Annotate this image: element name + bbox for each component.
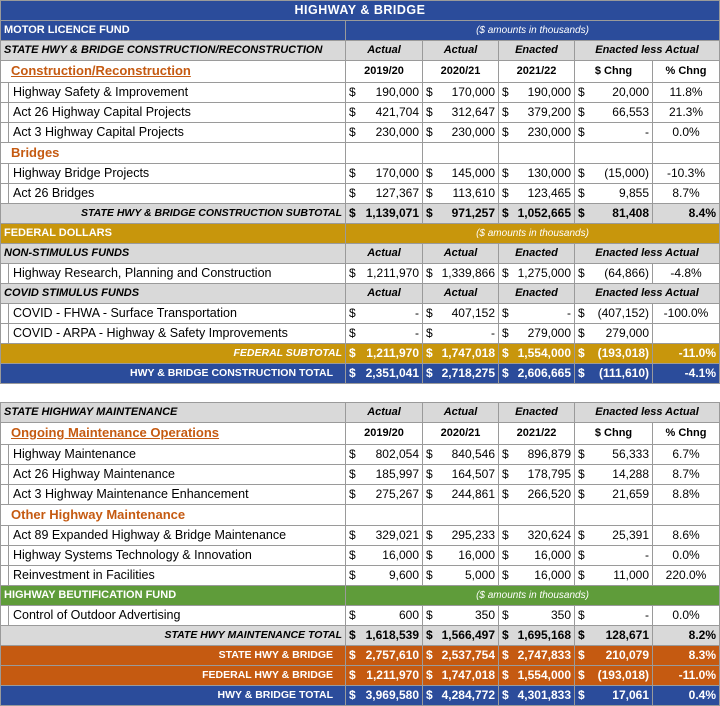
dollar-change: $ 9,855 — [575, 184, 653, 204]
dollar-change-header: $ Chng — [575, 423, 653, 445]
value-2019: $ 2,351,041 — [346, 364, 423, 384]
dollar-change: $ 66,553 — [575, 103, 653, 123]
table-row — [1, 526, 720, 546]
row-label: Highway Safety & Improvement — [9, 83, 346, 103]
year-2019: 2019/20 — [346, 61, 423, 83]
value-2021: $ 266,520 — [499, 485, 575, 505]
value-2019: $ 230,000 — [346, 123, 423, 143]
row-label: Highway Systems Technology & Innovation — [9, 546, 346, 566]
row-label: Act 3 Highway Maintenance Enhancement — [9, 485, 346, 505]
value-2019: $ 190,000 — [346, 83, 423, 103]
beautification-band: HIGHWAY BEUTIFICATION FUND — [1, 586, 346, 606]
percent-change: 0.4% — [653, 686, 720, 706]
value-2020: $ 164,507 — [423, 465, 499, 485]
value-2019: $ 2,757,610 — [346, 646, 423, 666]
value-2021: $ 320,624 — [499, 526, 575, 546]
percent-change: 0.0% — [653, 606, 720, 626]
value-2019: $ 1,211,970 — [346, 666, 423, 686]
row-label: Act 26 Bridges — [9, 184, 346, 204]
percent-change: 8.7% — [653, 184, 720, 204]
row-label: Act 3 Highway Capital Projects — [9, 123, 346, 143]
dollar-change: $ - — [575, 546, 653, 566]
sheet-title: HIGHWAY & BRIDGE — [1, 1, 720, 21]
dollar-change: $ 279,000 — [575, 324, 653, 344]
col-enacted: Enacted — [499, 41, 575, 61]
col-actual: Actual — [423, 403, 499, 423]
value-2019: $ 600 — [346, 606, 423, 626]
table-row — [1, 123, 720, 143]
percent-change: -4.1% — [653, 364, 720, 384]
row-label: Act 26 Highway Maintenance — [9, 465, 346, 485]
value-2020: $ 2,537,754 — [423, 646, 499, 666]
value-2020: $ 2,718,275 — [423, 364, 499, 384]
dollar-change: $ - — [575, 606, 653, 626]
value-2021: $ 230,000 — [499, 123, 575, 143]
percent-change: -4.8% — [653, 264, 720, 284]
value-2020: $ 5,000 — [423, 566, 499, 586]
value-2020: $ 1,339,866 — [423, 264, 499, 284]
group-other-maintenance: Other Highway Maintenance — [11, 507, 186, 522]
col-enacted: Enacted — [499, 403, 575, 423]
total-label: HWY & BRIDGE TOTAL — [1, 686, 346, 706]
value-2021: $ 178,795 — [499, 465, 575, 485]
value-2021: $ 279,000 — [499, 324, 575, 344]
value-2021: $ - — [499, 304, 575, 324]
value-2020: $ 295,233 — [423, 526, 499, 546]
value-2020: $ 4,284,772 — [423, 686, 499, 706]
percent-change: 8.6% — [653, 526, 720, 546]
amount-note: ($ amounts in thousands) — [346, 21, 720, 41]
value-2020: $ 1,747,018 — [423, 344, 499, 364]
col-actual: Actual — [346, 41, 423, 61]
dollar-change: $ 81,408 — [575, 204, 653, 224]
col-actual: Actual — [423, 41, 499, 61]
value-2020: $ 971,257 — [423, 204, 499, 224]
value-2021: $ 1,275,000 — [499, 264, 575, 284]
value-2019: $ 421,704 — [346, 103, 423, 123]
dollar-change-header: $ Chng — [575, 61, 653, 83]
total-row — [1, 686, 720, 706]
value-2019: $ 170,000 — [346, 164, 423, 184]
percent-change: 220.0% — [653, 566, 720, 586]
total-label: STATE HWY MAINTENANCE TOTAL — [1, 626, 346, 646]
value-2020: $ 1,747,018 — [423, 666, 499, 686]
dollar-change: $ 21,659 — [575, 485, 653, 505]
percent-change-header: % Chng — [653, 423, 720, 445]
dollar-change: $ 210,079 — [575, 646, 653, 666]
group-ongoing-maintenance: Ongoing Maintenance Operations — [11, 425, 220, 440]
percent-change: 0.0% — [653, 123, 720, 143]
row-label: Highway Maintenance — [9, 445, 346, 465]
group-construction: Construction/Reconstruction — [11, 63, 191, 78]
value-2021: $ 896,879 — [499, 445, 575, 465]
value-2021: $ 190,000 — [499, 83, 575, 103]
amount-note: ($ amounts in thousands) — [346, 224, 720, 244]
col-actual: Actual — [423, 284, 499, 304]
total-label: FEDERAL SUBTOTAL — [1, 344, 346, 364]
value-2021: $ 2,606,665 — [499, 364, 575, 384]
row-label: Reinvestment in Facilities — [9, 566, 346, 586]
percent-change: 8.7% — [653, 465, 720, 485]
total-row — [1, 204, 720, 224]
col-enacted-less-actual: Enacted less Actual — [575, 284, 720, 304]
value-2021: $ 350 — [499, 606, 575, 626]
col-actual: Actual — [346, 244, 423, 264]
dollar-change: $ 11,000 — [575, 566, 653, 586]
table-row — [1, 103, 720, 123]
percent-change-header: % Chng — [653, 61, 720, 83]
row-label: Control of Outdoor Advertising — [9, 606, 346, 626]
year-2021: 2021/22 — [499, 61, 575, 83]
dollar-change: $ (193,018) — [575, 666, 653, 686]
percent-change: -11.0% — [653, 666, 720, 686]
value-2019: $ 802,054 — [346, 445, 423, 465]
dollar-change: $ 14,288 — [575, 465, 653, 485]
value-2020: $ 145,000 — [423, 164, 499, 184]
total-label: FEDERAL HWY & BRIDGE — [1, 666, 346, 686]
col-actual: Actual — [423, 244, 499, 264]
value-2020: $ 170,000 — [423, 83, 499, 103]
value-2019: $ 3,969,580 — [346, 686, 423, 706]
dollar-change: $ 56,333 — [575, 445, 653, 465]
dollar-change: $ 25,391 — [575, 526, 653, 546]
table-row — [1, 304, 720, 324]
table-row — [1, 264, 720, 284]
table-row — [1, 324, 720, 344]
dollar-change: $ (15,000) — [575, 164, 653, 184]
percent-change: -100.0% — [653, 304, 720, 324]
value-2019: $ 185,997 — [346, 465, 423, 485]
value-2021: $ 123,465 — [499, 184, 575, 204]
amount-note: ($ amounts in thousands) — [346, 586, 720, 606]
group-bridges: Bridges — [11, 145, 60, 160]
total-label: STATE HWY & BRIDGE CONSTRUCTION SUBTOTAL — [1, 204, 346, 224]
total-row — [1, 626, 720, 646]
row-label: Highway Research, Planning and Construction — [9, 264, 346, 284]
value-2019: $ 127,367 — [346, 184, 423, 204]
dollar-change: $ (111,610) — [575, 364, 653, 384]
value-2020: $ 1,566,497 — [423, 626, 499, 646]
dollar-change: $ (64,866) — [575, 264, 653, 284]
dollar-change: $ 20,000 — [575, 83, 653, 103]
table-row — [1, 606, 720, 626]
value-2019: $ - — [346, 324, 423, 344]
total-row — [1, 646, 720, 666]
percent-change: 6.7% — [653, 445, 720, 465]
col-actual: Actual — [346, 403, 423, 423]
value-2019: $ 329,021 — [346, 526, 423, 546]
dollar-change: $ 128,671 — [575, 626, 653, 646]
percent-change: 8.2% — [653, 626, 720, 646]
value-2020: $ 230,000 — [423, 123, 499, 143]
row-label: Act 26 Highway Capital Projects — [9, 103, 346, 123]
dollar-change: $ (193,018) — [575, 344, 653, 364]
year-2021: 2021/22 — [499, 423, 575, 445]
row-label: Highway Bridge Projects — [9, 164, 346, 184]
value-2020: $ 244,861 — [423, 485, 499, 505]
col-enacted: Enacted — [499, 284, 575, 304]
table-row — [1, 546, 720, 566]
dollar-change: $ 17,061 — [575, 686, 653, 706]
percent-change: 8.3% — [653, 646, 720, 666]
percent-change: 8.4% — [653, 204, 720, 224]
value-2021: $ 1,695,168 — [499, 626, 575, 646]
total-row — [1, 344, 720, 364]
table-row — [1, 465, 720, 485]
year-2020: 2020/21 — [423, 61, 499, 83]
value-2021: $ 379,200 — [499, 103, 575, 123]
table-row — [1, 164, 720, 184]
value-2021: $ 2,747,833 — [499, 646, 575, 666]
col-enacted-less-actual: Enacted less Actual — [575, 41, 720, 61]
value-2021: $ 16,000 — [499, 566, 575, 586]
row-label: Act 89 Expanded Highway & Bridge Maintenance — [9, 526, 346, 546]
value-2020: $ - — [423, 324, 499, 344]
percent-change: 21.3% — [653, 103, 720, 123]
col-enacted-less-actual: Enacted less Actual — [575, 244, 720, 264]
table-row — [1, 83, 720, 103]
row-label: COVID - FHWA - Surface Transportation — [9, 304, 346, 324]
maintenance-header: STATE HIGHWAY MAINTENANCE — [1, 403, 346, 423]
percent-change: 8.8% — [653, 485, 720, 505]
value-2020: $ 407,152 — [423, 304, 499, 324]
table-row — [1, 485, 720, 505]
value-2019: $ 1,139,071 — [346, 204, 423, 224]
col-enacted-less-actual: Enacted less Actual — [575, 403, 720, 423]
dollar-change: $ (407,152) — [575, 304, 653, 324]
total-label: STATE HWY & BRIDGE — [1, 646, 346, 666]
value-2019: $ 1,211,970 — [346, 264, 423, 284]
total-row — [1, 666, 720, 686]
non-stimulus-header: NON-STIMULUS FUNDS — [1, 244, 346, 264]
table-row — [1, 184, 720, 204]
covid-header: COVID STIMULUS FUNDS — [1, 284, 346, 304]
section-header: STATE HWY & BRIDGE CONSTRUCTION/RECONSTRUCTION — [1, 41, 346, 61]
value-2021: $ 1,554,000 — [499, 344, 575, 364]
value-2020: $ 840,546 — [423, 445, 499, 465]
value-2020: $ 16,000 — [423, 546, 499, 566]
value-2021: $ 1,052,665 — [499, 204, 575, 224]
value-2020: $ 312,647 — [423, 103, 499, 123]
value-2021: $ 4,301,833 — [499, 686, 575, 706]
percent-change: 0.0% — [653, 546, 720, 566]
value-2021: $ 16,000 — [499, 546, 575, 566]
value-2020: $ 350 — [423, 606, 499, 626]
value-2019: $ 275,267 — [346, 485, 423, 505]
value-2019: $ 16,000 — [346, 546, 423, 566]
row-label: COVID - ARPA - Highway & Safety Improvements — [9, 324, 346, 344]
table-row — [1, 445, 720, 465]
value-2019: $ 9,600 — [346, 566, 423, 586]
col-actual: Actual — [346, 284, 423, 304]
motor-fund-band: MOTOR LICENCE FUND — [1, 21, 346, 41]
value-2020: $ 113,610 — [423, 184, 499, 204]
value-2019: $ - — [346, 304, 423, 324]
percent-change: -10.3% — [653, 164, 720, 184]
value-2019: $ 1,211,970 — [346, 344, 423, 364]
total-row — [1, 364, 720, 384]
year-2020: 2020/21 — [423, 423, 499, 445]
value-2021: $ 1,554,000 — [499, 666, 575, 686]
dollar-change: $ - — [575, 123, 653, 143]
table-row — [1, 566, 720, 586]
value-2019: $ 1,618,539 — [346, 626, 423, 646]
percent-change: 11.8% — [653, 83, 720, 103]
federal-band: FEDERAL DOLLARS — [1, 224, 346, 244]
percent-change — [653, 324, 720, 344]
year-2019: 2019/20 — [346, 423, 423, 445]
value-2021: $ 130,000 — [499, 164, 575, 184]
percent-change: -11.0% — [653, 344, 720, 364]
total-label: HWY & BRIDGE CONSTRUCTION TOTAL — [1, 364, 346, 384]
col-enacted: Enacted — [499, 244, 575, 264]
